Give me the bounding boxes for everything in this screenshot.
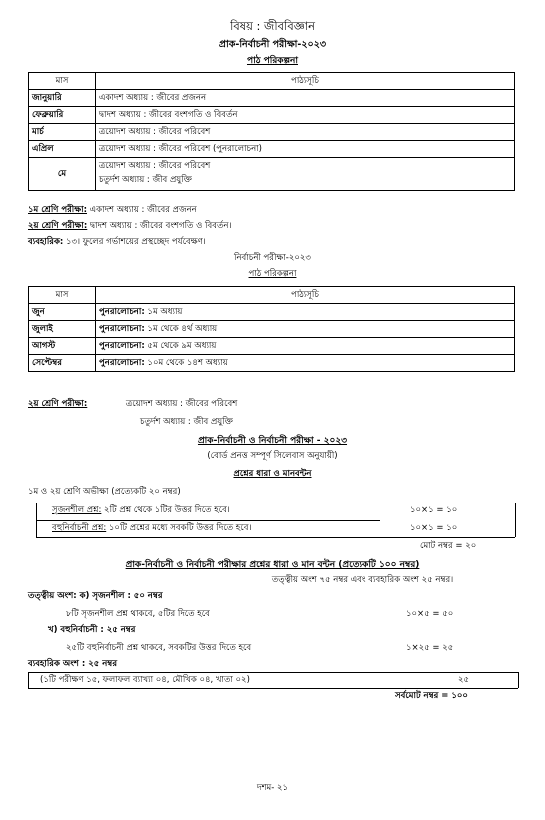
- page-number: দশম- ২১: [256, 783, 289, 793]
- table-row: [29, 338, 515, 355]
- theory-a-heading: তত্ত্বীয় অংশ: ক) সৃজনশীল : ৫০ নম্বর: [28, 591, 163, 601]
- col-syllabus: পাঠ্যসূচি: [96, 73, 515, 90]
- col-month: মাস: [29, 73, 96, 90]
- creative-text: ২টি প্রশ্ন থেকে ১টির উত্তর দিতে হবে।: [101, 505, 230, 515]
- syllabus-cell: ত্রয়োদশ অধ্যায় : জীবের পরিবেশ (পুনরালোচনা): [96, 141, 515, 158]
- syllabus-line: চতুর্দশ অধ্যায় : জীব প্রযুক্তি: [99, 175, 192, 185]
- review-text: ১ম অধ্যায়: [144, 307, 183, 317]
- creative-label: সৃজনশীল প্রশ্ন:: [52, 505, 102, 515]
- class-test-2-label-b: ২য় শ্রেণি পরীক্ষা:: [28, 399, 88, 409]
- review-label: পুনরালোচনা:: [99, 324, 145, 334]
- divider: [28, 672, 518, 673]
- table-row: [29, 124, 515, 141]
- grand-total: সর্বমোট নম্বর = ১০০: [395, 691, 468, 701]
- month-cell: মে: [29, 158, 96, 191]
- practical-text: ১৩। ফুলের গর্ভাশয়ের প্রস্থচ্ছেদ পর্যবেক্ষণ।: [63, 237, 206, 247]
- review-label: পুনরালোচনা:: [99, 341, 145, 351]
- table-row: [29, 321, 515, 338]
- class-test-2-line: [28, 222, 231, 232]
- lesson-plan-table-2: [28, 286, 515, 372]
- month-cell: জানুয়ারি: [29, 90, 96, 107]
- month-cell: জুন: [29, 304, 96, 321]
- syllabus-cell: [96, 355, 515, 372]
- divider: [515, 503, 516, 537]
- syllabus-cell: [96, 158, 515, 191]
- theory-a-text: ৮টি সৃজনশীল প্রশ্ন থাকবে, ৫টির দিতে হবে: [66, 609, 210, 619]
- syllabus-cell: [96, 304, 515, 321]
- divider: [28, 672, 29, 688]
- subject-title: বিষয় : জীববিজ্ঞান: [230, 19, 315, 33]
- lesson-plan-table-1: [28, 72, 515, 191]
- syllabus-line: ত্রয়োদশ অধ্যায় : জীবের পরিবেশ: [126, 399, 238, 409]
- review-label: পুনরালোচনা:: [99, 307, 145, 317]
- month-cell: সেপ্টেম্বর: [29, 355, 96, 372]
- month-cell: আগস্ট: [29, 338, 96, 355]
- plan-heading: পাঠ পরিকল্পনা: [246, 56, 298, 66]
- selection-exam-title: নির্বাচনী পরীক্ষা-২০২৩: [234, 253, 311, 263]
- class-test-1-text: একাদশ অধ্যায় : জীবের প্রজনন: [86, 205, 197, 215]
- review-text: ৫ম থেকে ৯ম অধ্যায়: [144, 341, 217, 351]
- table-row: [29, 304, 515, 321]
- class-test-2-text: দ্বাদশ অধ্যায় : জীবের বংশগতি ও বিবর্তন।: [87, 221, 232, 231]
- month-cell: ফেব্রুয়ারি: [29, 107, 96, 124]
- table-row: [29, 158, 515, 191]
- exam-title: প্রাক-নির্বাচনী পরীক্ষা-২০২৩: [218, 39, 327, 50]
- divider: [518, 672, 519, 688]
- divider: [28, 688, 518, 689]
- syllabus-line: চতুর্দশ অধ্যায় : জীব প্রযুক্তি: [140, 417, 233, 427]
- mcq-marks: ১০×১ = ১০: [410, 523, 458, 533]
- col-syllabus: পাঠ্যসূচি: [96, 287, 515, 304]
- review-text: ১ম থেকে ৪র্থ অধ্যায়: [144, 324, 218, 334]
- plan-heading-2: পাঠ পরিকল্পনা: [248, 269, 297, 279]
- month-cell: মার্চ: [29, 124, 96, 141]
- class-test-1-label: ১ম শ্রেণি পরীক্ষা:: [28, 205, 87, 215]
- creative-marks: ১০×১ = ১০: [410, 505, 458, 515]
- marks-subtitle: (বোর্ড প্রনত্ত সম্পূর্ণ সিলেবাস অনুযায়ী): [207, 451, 338, 461]
- review-text: ১০ম থেকে ১৪শ অধ্যায়: [144, 358, 228, 368]
- syllabus-cell: দ্বাদশ অধ্যায় : জীবের বংশগতি ও বিবর্তন: [96, 107, 515, 124]
- marks-heading: প্রশ্নের ধারা ও মানবন্টন: [233, 469, 312, 479]
- theory-a-marks: ১০×৫ = ৫০: [406, 609, 454, 619]
- syllabus-cell: একাদশ অধ্যায় : জীবের প্রজনন: [96, 90, 515, 107]
- practical-heading: ব্যবহারিক অংশ : ২৫ নম্বর: [28, 659, 117, 669]
- class-test-2-label: ২য় শ্রেণি পরীক্ষা:: [28, 221, 88, 231]
- practical-line: [28, 238, 206, 248]
- table-row: [29, 107, 515, 124]
- class-test-total: মোট নম্বর = ২০: [420, 541, 477, 551]
- theory-b-heading: খ) বহুনির্বাচনী : ২৫ নম্বর: [48, 625, 136, 635]
- syllabus-cell: [96, 338, 515, 355]
- col-month: মাস: [29, 287, 96, 304]
- syllabus-cell: ত্রয়োদশ অধ্যায় : জীবের পরিবেশ: [96, 124, 515, 141]
- theory-b-marks: ১×২৫ = ২৫: [406, 643, 454, 653]
- mcq-text: ১০টি প্রশ্নের মধ্যে সবকটি উত্তর দিতে হবে।: [106, 523, 252, 533]
- review-label: পুনরালোচনা:: [99, 358, 145, 368]
- syllabus-cell: [96, 321, 515, 338]
- syllabus-line: ত্রয়োদশ অধ্যায় : জীবের পরিবেশ: [99, 161, 211, 172]
- class-tests-line: ১ম ও ২য় শ্রেণি অভীক্ষা (প্রত্যেকটি ২০ নম্বর): [28, 487, 181, 497]
- month-cell: এপ্রিল: [29, 141, 96, 158]
- practical-marks: ২৫: [458, 675, 470, 685]
- distribution-intro: তত্ত্বীয় অংশ ৭৫ নম্বর এবং ব্যবহারিক অংশ ২৫ নম্বর।: [271, 575, 454, 585]
- divider: [300, 537, 515, 538]
- practical-breakdown: (১টি পরীক্ষণ ১৫, ফলাফল ব্যাখ্যা ০৪, মৌখিক ০৪, খাতা ০২): [40, 675, 250, 685]
- table-row: [29, 90, 515, 107]
- distribution-title: প্রাক-নির্বাচনী ও নির্বাচনী পরীক্ষার প্রশ্নের ধারা ও মান বন্টন (প্রত্যেকটি ১০০ নম্বর): [125, 560, 420, 570]
- marks-title: প্রাক-নির্বাচনী ও নির্বাচনী পরীক্ষা - ২০২৩: [197, 436, 348, 446]
- theory-b-text: ২৫টি বহুনির্বাচনী প্রশ্ন থাকবে, সবকটির উত্তর দিতে হবে: [66, 643, 252, 653]
- divider: [36, 520, 380, 521]
- mcq-label: বহুনির্বাচনী প্রশ্ন:: [52, 523, 107, 533]
- class-test-1-line: [28, 206, 197, 216]
- table-row: [29, 141, 515, 158]
- practical-label: ব্যবহারিক:: [28, 237, 64, 247]
- table-row: [29, 355, 515, 372]
- month-cell: জুলাই: [29, 321, 96, 338]
